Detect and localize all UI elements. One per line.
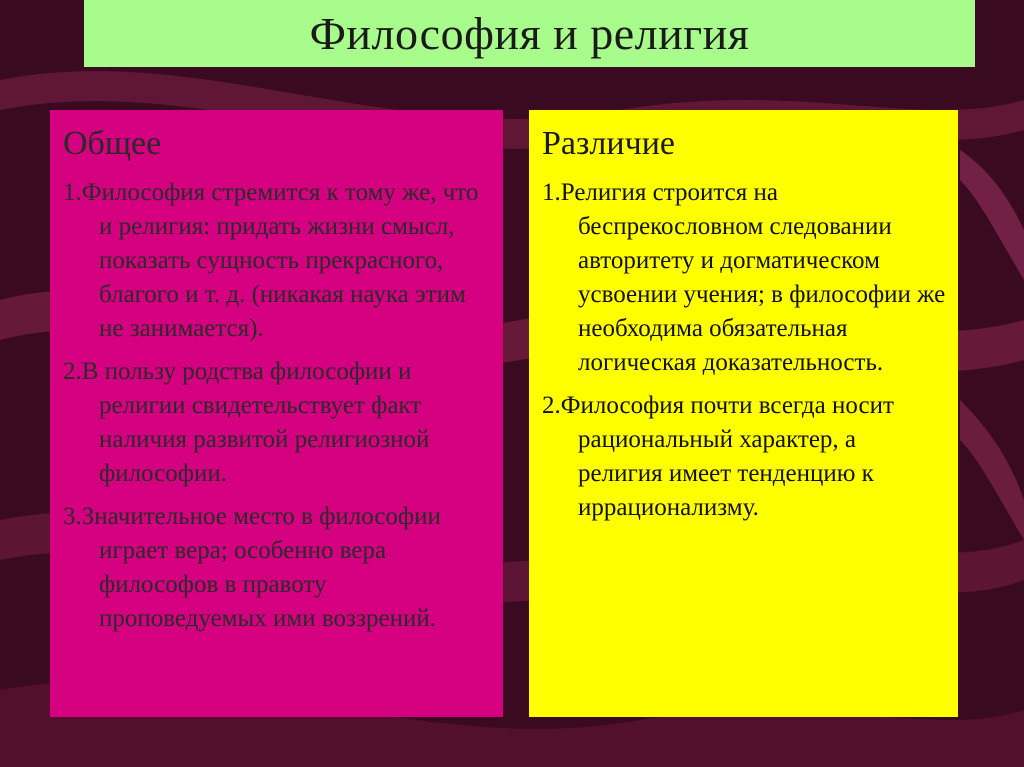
difference-heading: Различие <box>542 125 675 162</box>
common-item-1: 1.Философия стремится к тому же, что и религия: придать жизни смысл, показать сущность прекрасного, благого и т. д. (никакая наука этим не занимается). <box>63 179 479 342</box>
slide-title: Философия и религия <box>309 8 750 59</box>
common-item-3: 3.Значительное место в философии играет вера; особенно вера философов в правоту проповедуемых ими воззрений. <box>63 503 441 632</box>
title-bar <box>84 0 975 67</box>
common-heading: Общее <box>63 125 162 162</box>
common-panel <box>50 110 503 717</box>
difference-panel <box>529 110 958 717</box>
difference-item-2: 2.Философия почти всегда носит рациональный характер, а религия имеет тенденцию к иррационализму. <box>542 392 894 521</box>
difference-item-1: 1.Религия строится на беспрекословном следовании авторитету и догматическом усвоении учения; в философии же необходима обязательная логическая доказательность. <box>542 179 946 376</box>
common-item-2: 2.В пользу родства философии и религии свидетельствует факт наличия развитой религиозной философии. <box>63 358 430 487</box>
